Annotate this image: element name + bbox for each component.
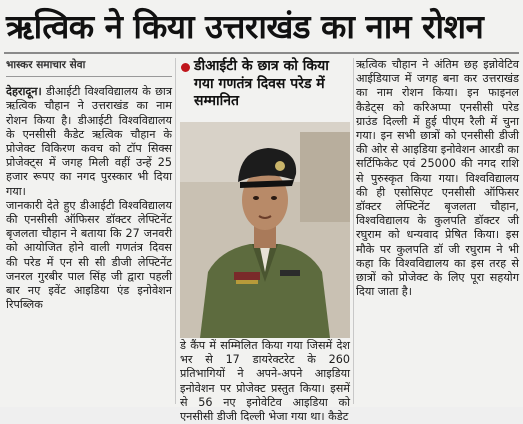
column-1-text-1: डीआईटी विश्वविद्यालय के छात्र ऋत्विक चौहान ने उत्तराखंड का नाम रोशन किया है। डीआईटी विश्वविद्यालय के एनसीसी कैडेट ऋत्विक चौहान के प्रोजेक्ट विकिरण कवच को टॉप सिक्स प्रोजेक्ट्स में जगह मिली वहीं उन्हें 25 हजार रूपए का नगद पुरस्कार भी दिया गया।	[6, 85, 172, 198]
bullet-dot-icon	[181, 63, 190, 72]
cadet-photo	[180, 122, 350, 338]
cadet-portrait-image	[180, 122, 350, 338]
headline-rule	[4, 52, 519, 54]
subheading-box	[178, 58, 350, 116]
column-divider	[353, 58, 354, 404]
column-divider	[175, 58, 176, 404]
column-1	[6, 58, 172, 312]
byline: भास्कर समाचार सेवा	[6, 58, 172, 77]
headline: ऋत्विक ने किया उत्तराखंड का नाम रोशन	[6, 7, 484, 46]
subheading-text: डीआईटी के छात्र को किया गया गणतंत्र दिवस परेड में सम्मानित	[194, 58, 329, 109]
subheading	[178, 58, 350, 111]
column-1-text-2: जानकारी देते हुए डीआईटी विश्वविद्यालय की एनसीसी ऑफिसर डॉक्टर लेफ्टिनेंट बृजलता चौहान ने बताया कि 27 जनवरी को आयोजित होने वाली गणतंत्र दिवस की परेड में एन सी सी डीजी लेफ्टिनेंट जनरल गुरबीर पाल सिंह जी द्वारा पहली बार नए इवेंट आइडिया एंड इनोवेशन रिपब्लिक	[6, 198, 172, 312]
column-3-text: ऋत्विक चौहान ने अंतिम छह इन्नोवेटिव आईडियाज में जगह बना कर उत्तराखंड का नाम रोशन किया। इन फाइनल कैडेट्स को करिअप्पा एनसीसी परेड ग्राउंड दिल्ली में हुई पीएम रैली में चुना गया। इन सभी छात्रों को एनसीसी डीजी की ओर से आइडिया इनोवेशन आरडी का सर्टिफिकेट एवं 25000 की नगद राशि से पुरुस्कृत किया गया। विश्वविद्यालय की ही एसोसिएट एनसीसी ऑफिसर डॉक्टर लेफ्टिनेंट बृजलता चौहान, विश्वविद्यालय के कुलपति डॉक्टर जी रघुराम को धन्यवाद प्रेषित किया। इस मौके पर कुलपति डॉ जी रघुराम ने भी कहा कि विश्वविद्यालय का इस तरह से छात्रों को प्रोजेक्ट के लिए पूरा सहयोग दिया जाता है।	[356, 58, 519, 299]
column-3	[356, 58, 519, 299]
column-2-text: डे कैंप में सम्मिलित किया गया जिसमें देश भर से 17 डायरेक्टरेट के 260 प्रतिभागियों ने अपने-अपने आइडिया इनोवेशन पर प्रोजेक्ट प्रस्तुत किया। इसमें से 56 नए इनोवेटिव आइडिया को एनसीसी डीजी दिल्ली भेजा गया था। कैडेट	[180, 339, 350, 424]
column-1-paragraph-1	[6, 85, 172, 199]
column-2	[180, 339, 350, 424]
dateline: देहरादून।	[6, 85, 42, 99]
